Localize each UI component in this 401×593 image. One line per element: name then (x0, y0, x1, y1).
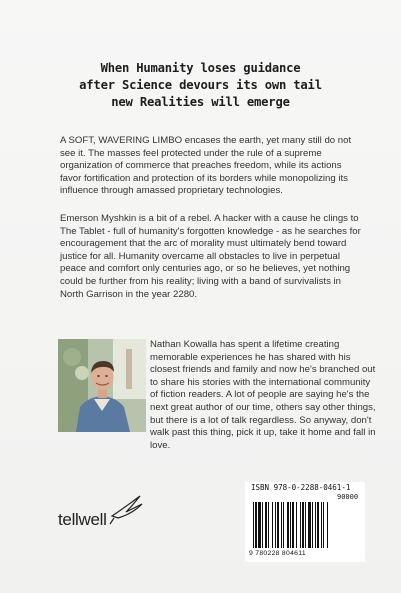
author-photo (58, 339, 146, 432)
isbn-barcode (245, 482, 365, 562)
synopsis-paragraph-2: Emerson Myshkin is a bit of a rebel. A hacker with a cause he clings to The Tablet - full of humanity's forgotten knowledge - as he searches for encouragement that the arc of morality must ultimately bend toward justice for all. Humanity overcame all obstacles to live in perpetual peace and comfort only centuries ago, or so he believes, yet nothing could be further from his reality; living with a band of survivalists in North Garrison in the year 2280. (60, 213, 361, 300)
synopsis-paragraph-1: A SOFT, WAVERING LIMBO encases the earth, yet many still do not see it. The masses feel protected under the rule of a supreme organization of commerce that preaches freedom, while its actions favor fortification and protection of its borders while monopolizing its influence through amassed proprietary technologies. (60, 135, 352, 197)
publisher-logo (52, 494, 152, 534)
tagline (0, 60, 401, 111)
isbn-label: ISBN 978-0-2288-0461-1 (251, 483, 351, 492)
price-code: 90000 (337, 493, 359, 501)
tagline-line-1: When Humanity loses guidance (100, 61, 301, 75)
barcode-bars (251, 502, 361, 548)
barcode-digits: 9 780228 804611 (249, 550, 306, 557)
author-bio: Nathan Kowalla has spent a lifetime creating memorable experiences he has shared with his closest friends and family and now he's branched out to share his stories with the international community of fiction readers. A lot of people are saying he's the next great author of our time, others say other things, but there is a lot of talk regardless. So anyway, don't walk past this thing, pick it up, take it home and fall in love. (150, 339, 376, 451)
tagline-line-3: new Realities will emerge (111, 95, 290, 109)
publisher-name: tellwell (58, 510, 107, 529)
tagline-line-2: after Science devours its own tail (79, 78, 322, 92)
author-photo-image (58, 339, 146, 432)
